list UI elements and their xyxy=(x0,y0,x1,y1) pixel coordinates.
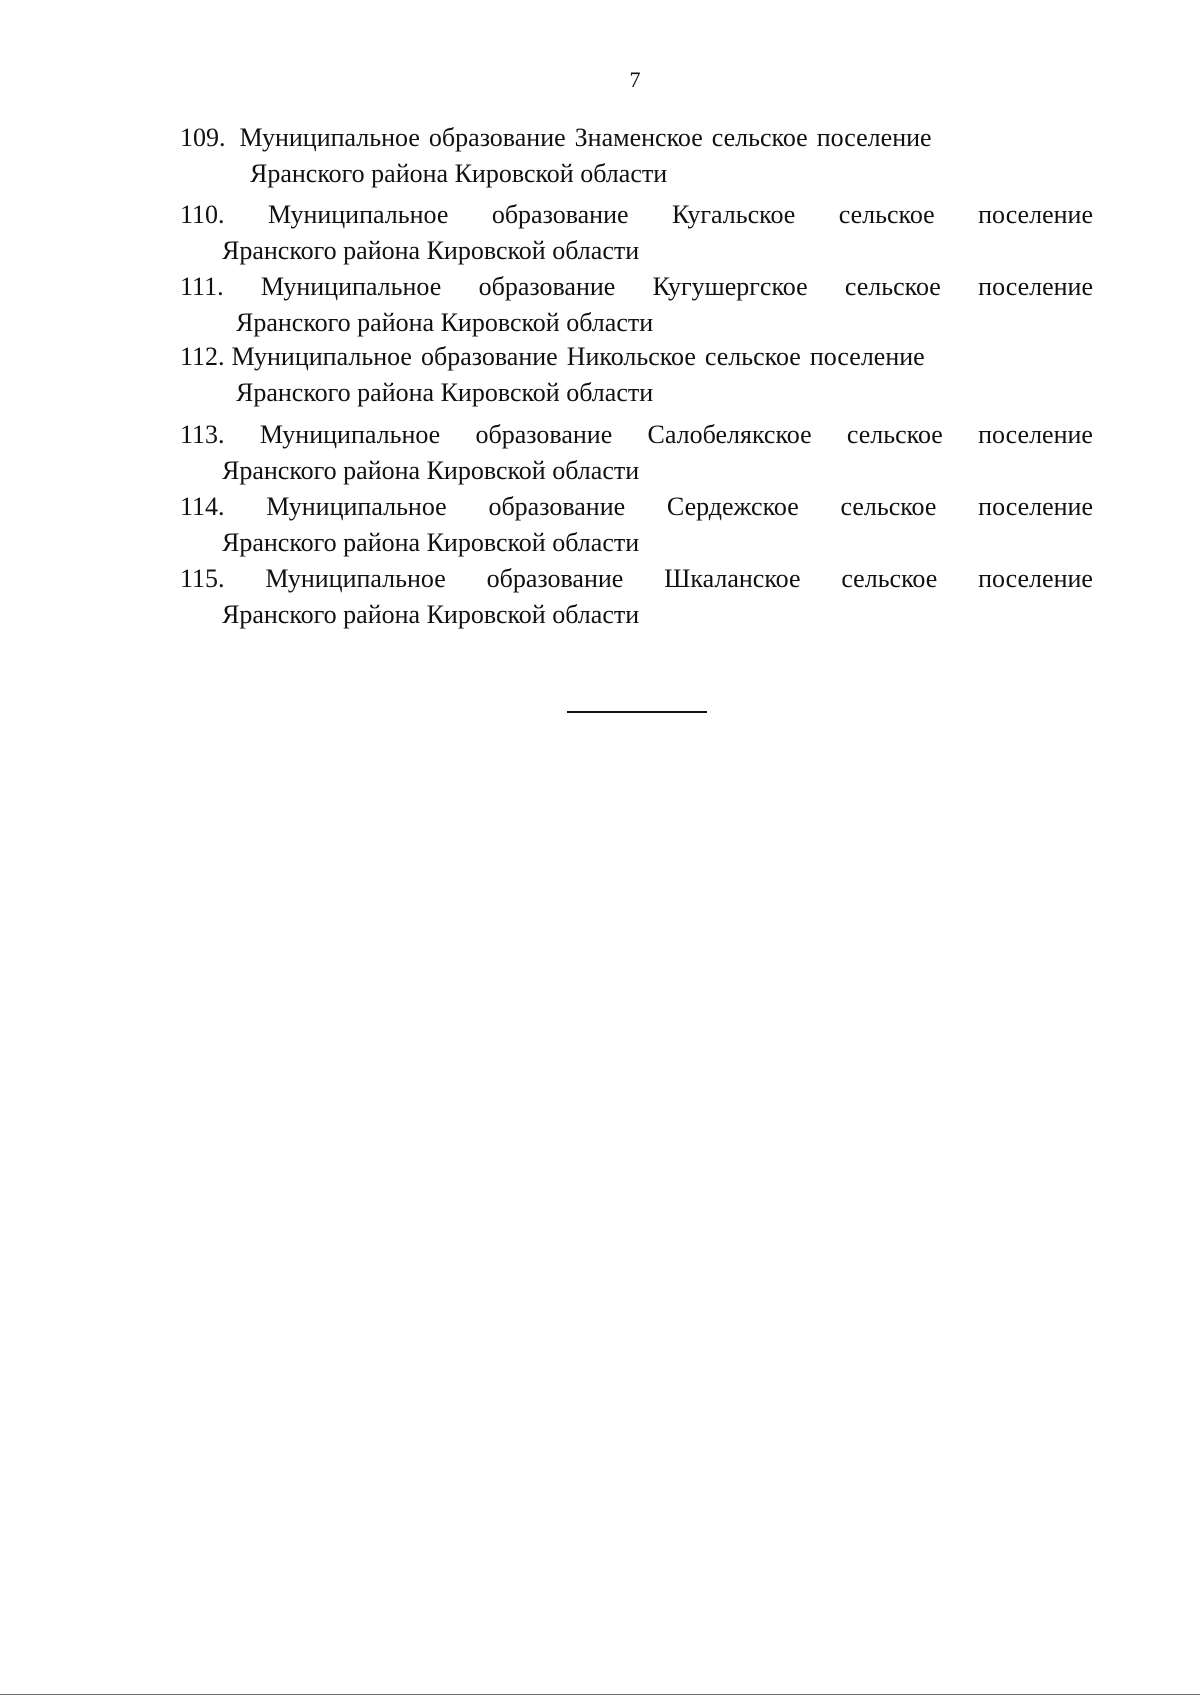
item-word: Кугушергское xyxy=(652,272,808,301)
list-item-continuation: Яранского района Кировской области xyxy=(236,378,654,407)
item-word: поселение xyxy=(978,272,1093,301)
item-word: поселение xyxy=(978,564,1093,593)
item-number: 111. xyxy=(180,272,224,301)
item-number: 112. xyxy=(180,342,225,371)
item-word: Муниципальное xyxy=(260,272,442,301)
item-number: 109. xyxy=(180,123,226,152)
item-word: сельское xyxy=(711,123,808,152)
list-item-first-line xyxy=(180,417,1093,453)
item-word: поселение xyxy=(816,123,932,152)
item-word: Сердежское xyxy=(666,492,799,521)
item-word: Кугальское xyxy=(671,200,796,229)
item-word: образование xyxy=(486,564,624,593)
item-number: 115. xyxy=(180,564,225,593)
item-word: поселение xyxy=(809,342,925,371)
item-number: 114. xyxy=(180,492,225,521)
list-item-continuation: Яранского района Кировской области xyxy=(222,456,640,485)
list-item xyxy=(180,489,1093,561)
item-number: 110. xyxy=(180,200,225,229)
closing-rule xyxy=(567,711,707,713)
item-word: Знаменское xyxy=(574,123,703,152)
list-item-first-line xyxy=(180,561,1093,597)
item-word: Шкаланское xyxy=(664,564,801,593)
list-item xyxy=(180,120,1020,192)
item-word: Муниципальное xyxy=(239,123,420,152)
item-word: Салобелякское xyxy=(647,420,812,449)
list-item-first-line xyxy=(180,339,1020,375)
scan-edge-line xyxy=(0,1694,1200,1695)
item-word: образование xyxy=(488,492,626,521)
list-item xyxy=(180,339,1020,411)
list-item-continuation: Яранского района Кировской области xyxy=(222,528,640,557)
list-item xyxy=(180,561,1093,633)
list-item-first-line xyxy=(180,489,1093,525)
item-word: Муниципальное xyxy=(259,420,441,449)
item-word: Муниципальное xyxy=(266,492,447,521)
list-item-continuation: Яранского района Кировской области xyxy=(222,236,640,265)
item-word: поселение xyxy=(978,420,1093,449)
item-word: сельское xyxy=(841,564,938,593)
list-item-continuation: Яранского района Кировской области xyxy=(250,159,668,188)
item-word: сельское xyxy=(844,272,941,301)
item-word: образование xyxy=(475,420,613,449)
item-word: Муниципальное xyxy=(231,342,412,371)
item-word: сельское xyxy=(838,200,935,229)
list-item-continuation: Яранского района Кировской области xyxy=(236,308,654,337)
item-word: сельское xyxy=(846,420,943,449)
item-word: образование xyxy=(420,342,558,371)
item-word: Муниципальное xyxy=(265,564,446,593)
item-word: образование xyxy=(478,272,616,301)
item-number: 113. xyxy=(180,420,225,449)
list-item xyxy=(180,269,1093,341)
item-word: Муниципальное xyxy=(267,200,449,229)
item-word: сельское xyxy=(704,342,801,371)
item-word: образование xyxy=(491,200,629,229)
item-word: Никольское xyxy=(566,342,696,371)
page-number: 7 xyxy=(629,67,641,92)
list-item-continuation: Яранского района Кировской области xyxy=(222,600,640,629)
list-item xyxy=(180,197,1093,269)
item-word: образование xyxy=(428,123,566,152)
list-item-first-line xyxy=(180,197,1093,233)
list-item xyxy=(180,417,1093,489)
list-item-first-line xyxy=(180,120,1020,156)
list-item-first-line xyxy=(180,269,1093,305)
item-word: поселение xyxy=(978,492,1093,521)
item-word: поселение xyxy=(978,200,1093,229)
item-word: сельское xyxy=(840,492,937,521)
